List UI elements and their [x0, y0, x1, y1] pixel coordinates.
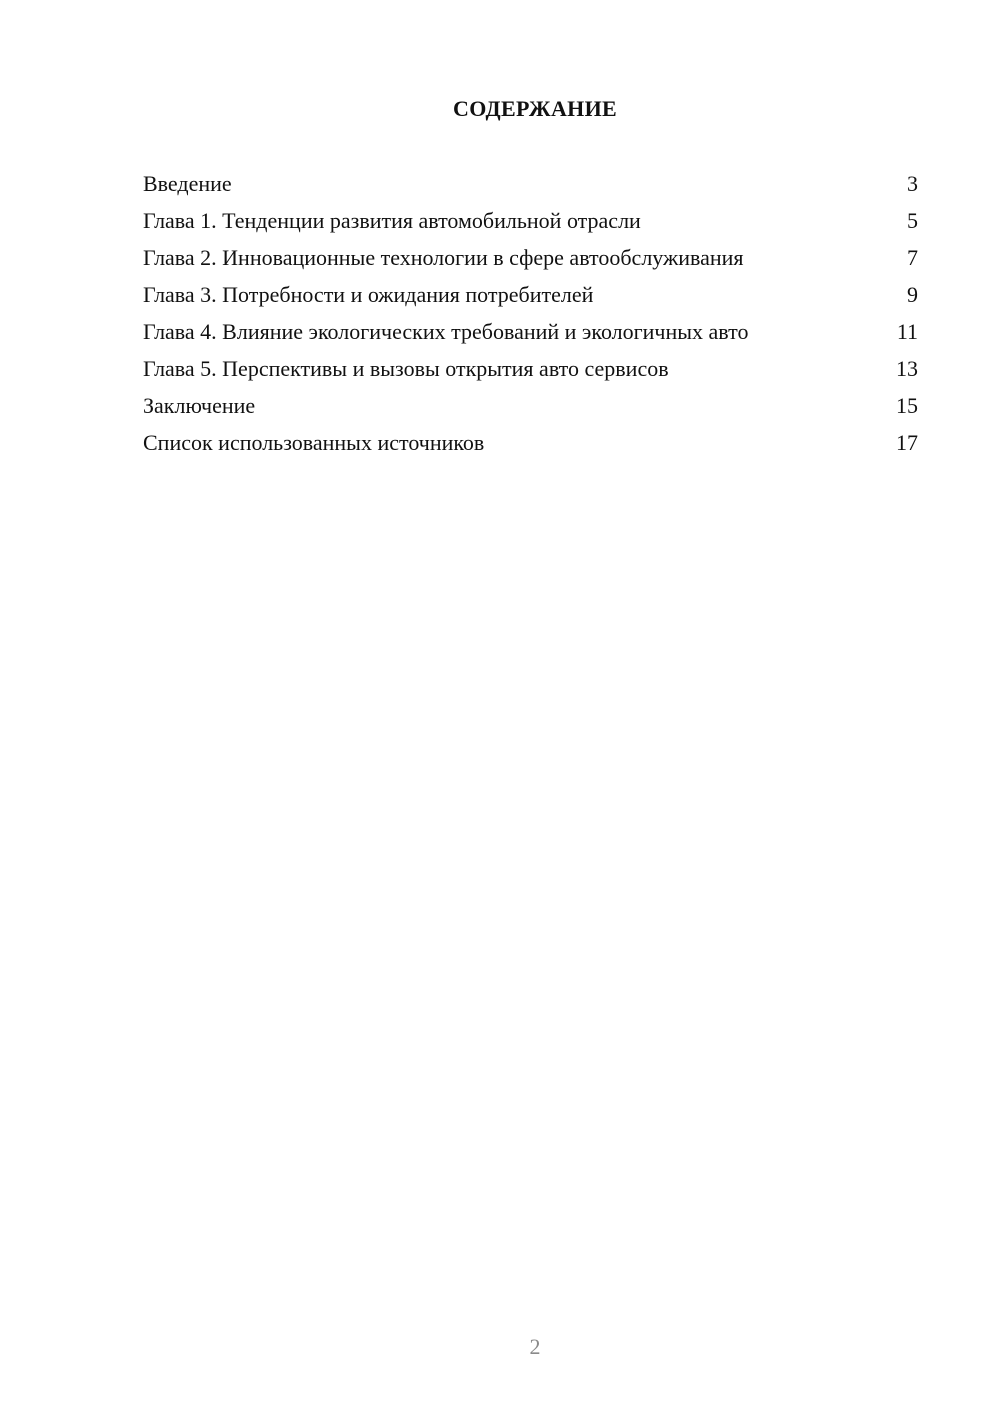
toc-entry-page: 9 — [907, 282, 918, 307]
toc-entry-chapter-3 — [143, 281, 920, 308]
toc-entry-label: Введение — [143, 171, 232, 196]
toc-entry-label: Глава 4. Влияние экологических требований и экологичных авто — [143, 319, 749, 344]
toc-entry-page: 3 — [907, 171, 918, 196]
page-title: СОДЕРЖАНИЕ — [453, 96, 617, 121]
toc-entry-label: Глава 5. Перспективы и вызовы открытия авто сервисов — [143, 356, 669, 381]
toc-entry-page: 5 — [907, 208, 918, 233]
toc-entry-introduction — [143, 170, 920, 197]
toc-entry-page: 15 — [896, 393, 918, 418]
toc-entry-page: 17 — [896, 430, 918, 455]
toc-entry-chapter-1 — [143, 207, 920, 234]
toc-entry-chapter-4 — [143, 318, 920, 345]
toc-entry-label: Глава 3. Потребности и ожидания потребителей — [143, 282, 594, 307]
toc-entry-label: Список использованных источников — [143, 430, 485, 455]
toc-entry-page: 7 — [907, 245, 918, 270]
page-number: 2 — [529, 1334, 541, 1359]
toc-entry-page: 11 — [896, 319, 918, 344]
toc-entry-conclusion — [143, 392, 920, 419]
toc-entry-page: 13 — [896, 356, 918, 381]
toc-entry-chapter-2 — [143, 244, 920, 271]
toc-entry-chapter-5 — [143, 355, 920, 382]
table-of-contents — [143, 170, 920, 466]
toc-entry-label: Глава 2. Инновационные технологии в сфере автообслуживания — [143, 245, 744, 270]
toc-entry-references — [143, 429, 920, 456]
toc-entry-label: Заключение — [143, 393, 256, 418]
toc-entry-label: Глава 1. Тенденции развития автомобильной отрасли — [143, 208, 641, 233]
